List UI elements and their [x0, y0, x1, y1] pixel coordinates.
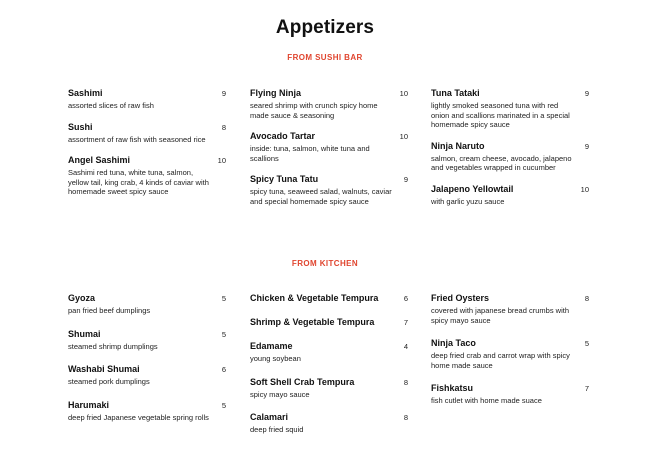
menu-item	[250, 377, 408, 400]
menu-item-name: Washabi Shumai	[68, 364, 140, 374]
menu-item-name: Soft Shell Crab Tempura	[250, 376, 355, 387]
menu-item-name: Calamari	[250, 412, 289, 422]
kitchen-column-2	[250, 293, 408, 435]
menu-item-price: 8	[403, 413, 408, 422]
menu-item-description: lightly smoked seasoned tuna with red onion and scallions marinated in a special homemade spicy sauce	[431, 101, 570, 129]
menu-item-description: salmon, cream cheese, avocado, jalapeno and vegetables wrapped in cucumber	[431, 153, 572, 172]
sushi-column-3	[431, 88, 589, 206]
menu-item-price: 5	[221, 329, 226, 339]
menu-item	[250, 317, 408, 328]
page-title: Appetizers	[275, 17, 375, 38]
menu-item	[68, 293, 226, 316]
menu-item	[68, 122, 226, 145]
menu-item-name: Jalapeno Yellowtail	[431, 183, 514, 194]
menu-item-description: fish cutlet with home made suace	[431, 396, 542, 405]
menu-item	[250, 341, 408, 364]
menu-item-price: 8	[584, 294, 589, 303]
menu-item-price: 9	[403, 175, 408, 184]
menu-item	[431, 293, 589, 325]
menu-item	[68, 155, 226, 197]
menu-item-description: Sashimi red tuna, white tuna, salmon, yellow tail, king crab, 4 kinds of caviar with homemade sweet spicy sauce	[68, 168, 209, 196]
section-heading-sushi-bar: FROM SUSHI BAR	[287, 53, 363, 62]
menu-item-description: seared shrimp with crunch spicy home made sauce & seasoning	[250, 101, 378, 120]
menu-item-price: 8	[221, 122, 226, 132]
menu-item-price: 5	[221, 294, 226, 303]
menu-item-name: Edamame	[250, 341, 293, 351]
menu-item-description: young soybean	[250, 354, 301, 363]
menu-item-price: 6	[403, 294, 408, 303]
menu-item-name: Shrimp & Vegetable Tempura	[250, 317, 375, 327]
menu-item-price: 8	[403, 377, 408, 387]
section-heading-kitchen: FROM KITCHEN	[291, 259, 359, 268]
menu-item-description: spicy mayo sauce	[250, 389, 310, 399]
menu-item-price: 7	[584, 384, 589, 393]
menu-item-description: deep fried crab and carrot wrap with spicy home made sauce	[431, 351, 570, 370]
sushi-column-1	[68, 88, 226, 197]
menu-item-name: Chicken & Vegetable Tempura	[250, 293, 379, 303]
menu-item	[250, 88, 408, 120]
menu-item	[431, 141, 589, 173]
menu-item-name: Ninja Naruto	[431, 140, 485, 151]
menu-item-price: 9	[221, 89, 226, 98]
menu-item-price: 10	[399, 132, 408, 141]
menu-item-description: steamed shrimp dumplings	[68, 341, 158, 351]
menu-item-price: 4	[403, 342, 408, 351]
menu-item	[68, 400, 226, 423]
menu-item	[250, 131, 408, 163]
menu-item-description: deep fried squid	[250, 425, 304, 434]
menu-item-name: Harumaki	[68, 399, 110, 410]
menu-item	[431, 184, 589, 207]
menu-item-name: Flying Ninja	[250, 88, 302, 98]
menu-item-name: Angel Sashimi	[68, 155, 131, 165]
menu-item-description: steamed pork dumplings	[68, 377, 150, 386]
menu-item-price: 5	[584, 339, 589, 348]
menu-item-description: assortment of raw fish with seasoned rice	[68, 134, 206, 144]
menu-item	[431, 383, 589, 406]
menu-item-name: Fishkatsu	[431, 383, 474, 393]
menu-item-price: 5	[221, 400, 226, 410]
menu-item	[250, 293, 408, 304]
menu-item-name: Tuna Tataki	[431, 88, 480, 98]
menu-item	[68, 329, 226, 352]
menu-item-price: 7	[403, 318, 408, 327]
menu-item-description: spicy tuna, seaweed salad, walnuts, caviar and special homemade spicy sauce	[250, 187, 392, 206]
menu-item-name: Avocado Tartar	[250, 131, 316, 141]
sushi-column-2	[250, 88, 408, 206]
menu-item-description: inside: tuna, salmon, white tuna and scallions	[250, 144, 370, 163]
menu-item-price: 9	[584, 89, 589, 98]
menu-item-description: pan fried beef dumplings	[68, 306, 151, 315]
menu-item	[250, 412, 408, 435]
menu-item	[431, 88, 589, 130]
menu-item-name: Fried Oysters	[431, 293, 490, 303]
menu-item-price: 10	[217, 156, 226, 165]
menu-item-description: assorted slices of raw fish	[68, 101, 154, 110]
menu-item-name: Sushi	[68, 121, 93, 132]
menu-item-name: Ninja Taco	[431, 338, 476, 348]
menu-item-name: Spicy Tuna Tatu	[250, 174, 319, 184]
menu-item-name: Sashimi	[68, 88, 103, 98]
menu-item-name: Gyoza	[68, 293, 96, 303]
menu-item	[68, 364, 226, 387]
kitchen-column-3	[431, 293, 589, 406]
menu-item-price: 10	[399, 89, 408, 98]
menu-item-name: Shumai	[68, 328, 101, 339]
menu-item-price: 10	[580, 184, 589, 194]
menu-item	[431, 338, 589, 370]
kitchen-column-1	[68, 293, 226, 422]
menu-item-description: deep fried Japanese vegetable spring rolls	[68, 412, 209, 422]
menu-item	[68, 88, 226, 111]
menu-item-description: covered with japanese bread crumbs with spicy mayo sauce	[431, 306, 569, 325]
menu-item-price: 9	[584, 141, 589, 151]
menu-item	[250, 174, 408, 206]
menu-item-price: 6	[221, 365, 226, 374]
menu-item-description: with garlic yuzu sauce	[431, 196, 505, 206]
